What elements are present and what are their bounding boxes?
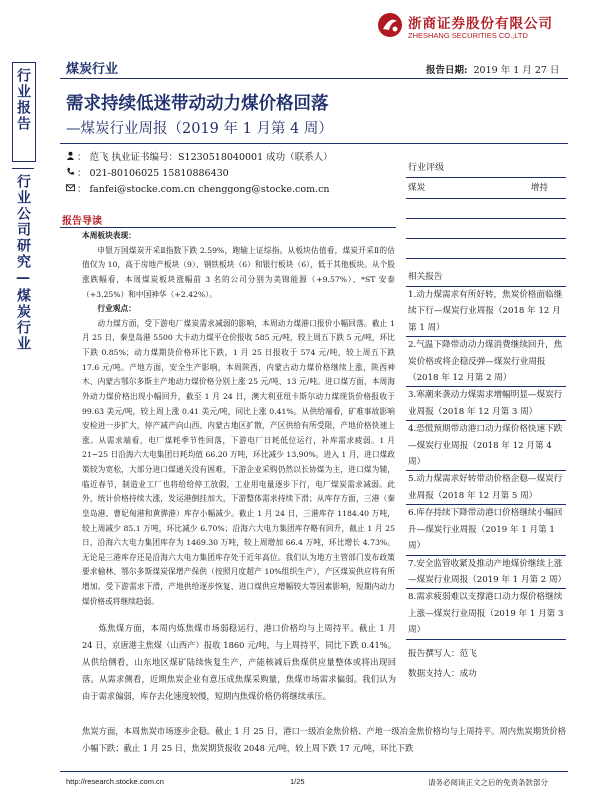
report-date (426, 62, 559, 76)
analyst-person-icon (66, 151, 75, 160)
coke-paragraph: 焦炭方面，本周焦炭市场逐步企稳。截止 1 月 25 日，港口一级冶金焦价格、产地一级冶金焦价格均与上周持平。周内焦炭期货价格小幅下跌；截止 1 月 25 日，焦炭期货报收 2048 元/吨，较上周下跌 17 元/吨，环比下跌 (82, 726, 566, 753)
report-title: 需求持续低迷带动动力煤价格回落 (66, 94, 329, 114)
rating-blank-row (406, 199, 566, 219)
related-report-item[interactable]: 1.动力煤需求有所好转，焦炭价格面临继续下行—煤炭行业周报（2018 年 12 月第 1 周） (406, 287, 566, 337)
rating-header: 行业评级 (406, 160, 566, 178)
rating-value: 增持 (530, 183, 548, 193)
data-supporter: 数据支持人：成功 (408, 668, 477, 679)
related-reports-header: 相关报告 (406, 269, 566, 287)
analyst-name-line: ： 范飞 执业证书编号：S1230518040001 成功（联系人） (77, 152, 333, 163)
category-label: 行业报告 (15, 68, 31, 132)
left-category-strip (0, 54, 46, 364)
related-report-item[interactable]: 4.恐慌预期带动港口动力煤价格快速下跌—煤炭行业周报（2018 年 12 月第 4 周） (406, 421, 566, 471)
body-text (82, 229, 395, 609)
related-report-item[interactable]: 2.气温下降带动动力煤消费继续回升，焦炭价格或将企稳反弹—煤炭行业周报（2018 年 12 月第 2 周） (406, 337, 566, 387)
header-divider (60, 78, 568, 79)
related-report-item[interactable]: 7.安全监管收紧及推动产地煤价继续上涨—煤炭行业周报（2019 年 1 月第 2 周） (406, 556, 566, 590)
report-subtitle: —煤炭行业周报（2019 年 1 月第 4 周） (66, 121, 333, 137)
rating-sector: 煤炭 (408, 183, 426, 193)
weekly-performance-paragraph: 申银万国煤炭开采Ⅱ指数下跌 2.59%，跑输上证综指。从板块估值看，煤炭开采Ⅱ的估值仅为 10，高于房地产板块（9）、钢铁板块（6）和银行板块（6），低于其他板块。从个股涨跌幅看，本周煤炭板块涨幅前 3 名的公司分别为美锦能源（+9.57%）、*ST 安泰（+3.25%）和中国神华（+2.42%）。 (82, 245, 395, 299)
related-report-item[interactable]: 5.动力煤需求好转带动价格企稳—煤炭行业周报（2018 年 12 月第 5 周） (406, 471, 566, 505)
page-number: 1/25 (290, 777, 305, 786)
footer-divider (60, 771, 568, 772)
section-divider (60, 227, 396, 228)
title-divider (60, 143, 568, 144)
subcategory-label: 行业公司研究—煤炭行业 (15, 174, 31, 352)
rating-blank-row (406, 219, 566, 239)
industry-view-heading: 行业观点： (97, 304, 136, 314)
footer-disclaimer: 请务必阅读正文之后的免责条款部分 (428, 778, 548, 787)
footer-url[interactable]: http://research.stocke.com.cn (66, 777, 164, 786)
coke-block (82, 723, 566, 757)
company-name-cn: 浙商证券股份有限公司 (408, 16, 553, 32)
company-logo-icon (377, 12, 403, 38)
report-date-label: 报告日期: (426, 65, 468, 76)
thermal-coal-paragraph: 动力煤方面，受下游电厂煤炭需求减弱的影响，本周动力煤港口报价小幅回落。截止 1 月 25 日，秦皇岛港 5500 大卡动力煤平仓价报收 585 元/吨，较上周五下跌 5 元/吨，环比下跌 0.85%；动力煤期货价格环比下跌，1 月 25 日报收于 574 元/吨，较上周五下跌 17.6 元/吨。产地方面，安全生产影响，本周陕西，内蒙古动力煤价格继续上涨，陕西神木、内蒙古鄂尔多斯主产地动力煤价格分别上涨 25 元/吨、13 元/吨。进口煤方面，本周海外动力煤价格出现小幅回升，截至 1 月 24 日，澳大利亚纽卡斯尔动力煤现货价格报收于 99.63 美元/吨，较上周上涨 0.41 美元/吨，同比上涨 0.41%。从供给端看，矿难事故影响安检进一步扩大，停产减产向山西、内蒙古地区扩散，产区供给有所受限，产地价格快速上涨。从需求端看，电厂煤耗季节性回落，下游电厂日耗低位运行，补库需求疲弱。1 月 21~25 日沿海六大电集团日耗均值 66.20 万吨，环比减少 13.90%。进入 1 月，进口煤政策较为宽松，大部分进口煤通关没有困难，下游企业采购仍然以长协煤为主，进口煤为辅，临近春节，制造业工厂也将给给停工放假，工业用电量逐步下行，电厂煤炭需求减弱。此外，统计价格持续大涨，发运港倒挂加大，下游整体需求持续下滑；从库存方面，三港（秦皇岛港、曹妃甸港和黄骅港）库存小幅减少。截止 1 月 24 日，三港库存 1184.40 万吨，较上周减少 85.1 万吨，环比减少 6.70%；沿海六大电力集团库存略有回升，截止 1 月 25 日，沿海六大电力集团库存为 1469.30 万吨，较上周增加 66.4 万吨，环比增长 4.73%。无论是三港库存还是沿海六大电力集团库存处于近年高位。我们认为地方主管部门发布政策要求榆林、鄂尔多斯煤炭保增产保供（按照月度超产 10%组织生产），产区煤炭供应将有所增加。受下游需求下滑，产地供给逐步恢复、进口煤供应增幅较大等因素影响，短期内动力煤价格或将继续趋弱。 (82, 318, 395, 606)
report-date-value: 2019 年 1 月 27 日 (473, 65, 560, 76)
related-report-item[interactable]: 6.库存持续下降带动港口价格继续小幅回升—煤炭行业周报（2019 年 1 月第 1 周） (406, 505, 566, 555)
phone-icon (66, 167, 75, 176)
email-icon (66, 183, 75, 192)
analyst-email-line[interactable]: ： fanfei@stocke.com.cn chenggong@stocke.com.cn (77, 184, 330, 195)
report-writer: 报告撰写人：范飞 (408, 648, 477, 659)
section-heading: 报告导读 (62, 216, 102, 227)
sidebar (406, 160, 566, 684)
coking-coal-paragraph: 炼焦煤方面，本周内炼焦煤市场弱稳运行，港口价格均与上周持平。截止 1 月 24 日，京唐港主焦煤（山西产）报收 1860 元/吨，与上周持平，同比下跌 0.41%。从供给侧看，山东地区煤矿陆续恢复生产，产能核减后焦煤供应量整体或将出现回落。从需求侧看，近期焦炭企业有意压成焦煤采购量，焦煤市场需求偏弱。我们认为由于需求偏弱，库存去化速度较慢，短期内焦煤价格仍将继续承压。 (82, 623, 396, 701)
company-name-en: ZHESHANG SECURITIES CO.,LTD (408, 31, 528, 40)
industry-label: 煤炭行业 (66, 62, 119, 77)
weekly-performance-heading: 本周板块表现： (82, 231, 136, 240)
rating-blank-row (406, 239, 566, 259)
coking-coal-block (82, 620, 396, 705)
rating-row (406, 178, 566, 199)
related-report-item[interactable]: 8.需求疲弱难以支撑港口动力煤价格继续上涨—煤炭行业周报（2019 年 1 月第 3 周） (406, 589, 566, 639)
analyst-phone-line: ： 021-80106025 15810886430 (77, 168, 229, 179)
related-report-item[interactable]: 3.寒潮来袭动力煤需求增幅明显—煤炭行业周报（2018 年 12 月第 3 周） (406, 387, 566, 421)
